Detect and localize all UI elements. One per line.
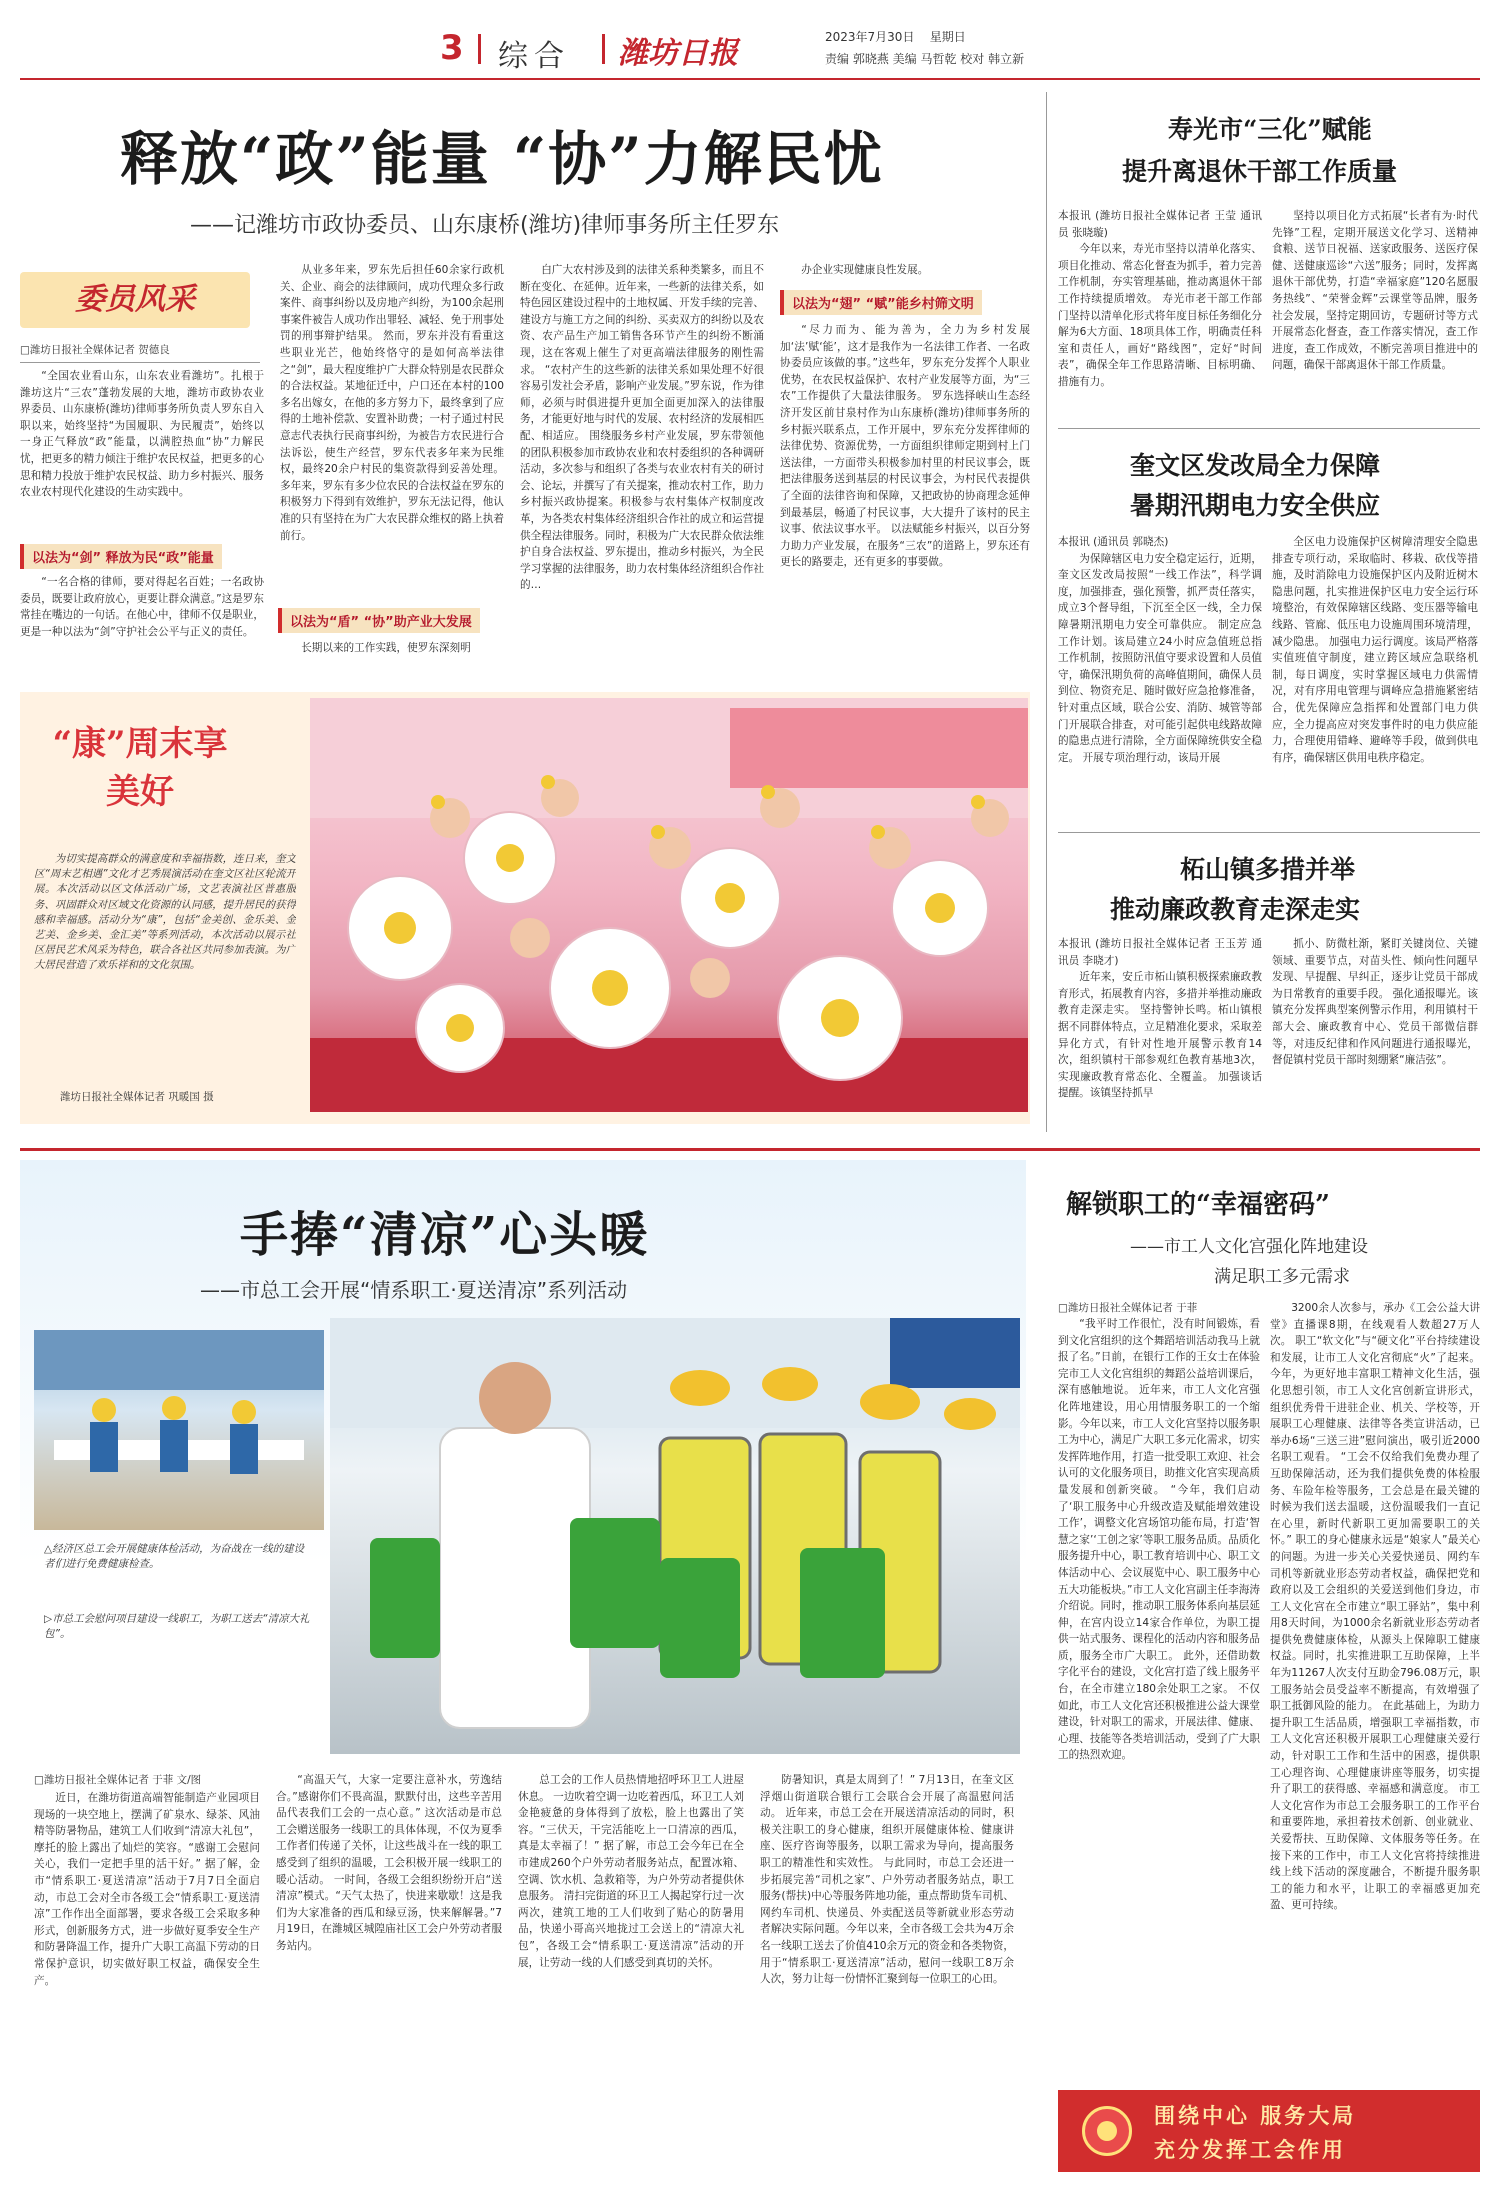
right3-title-1: 柘山镇多措并举 [1180, 855, 1356, 884]
photo-feature-credit: 潍坊日报社全媒体记者 巩暖国 摄 [60, 1091, 214, 1103]
bottom-right-subtitle-2: 满足职工多元需求 [1214, 1267, 1350, 1287]
bottom-col-4: 防暑知识，真是太周到了！” 7月13日，在奎文区浮烟山街道联合银行工会联合会开展了高温慰问活动。 近年来，市总工会在开展送清凉活动的同时，积极关注职工的身心健康，组织开展健康体检、健康讲座、医疗咨询等服务，以职工需求为导向，提高服务职工的精准性和实效性。 与此同时，市总工会还进一步拓展完善“司机之家”、户外劳动者服务站点，职工服务(帮扶)中心等服务阵地功能，重点帮助货车司机、网约车司机、快递员、外卖配送员等新就业形态劳动者解决实际问题。今年以来，全市各级工会共为4万余名一线职工送去了价值410余万元的资金和各类物资，用于“情系职工·夏送清凉”活动，慰问一线职工8万余人次，努力让每一份情怀汇聚到每一位职工的心田。 [760, 1774, 1014, 1986]
bottom-right-col-2: 3200余人次参与，承办《工会公益大讲堂》直播课8期，在线观看人数超27万人次。 职工“软文化”与“硬文化”平台持续建设和发展，让市工人文化宫彻底“火”了起来。今年，为更好地丰富职工精神文化生活，强化思想引领，市工人文化宫创新宣讲形式，组织优秀骨干进驻企业、机关、学校等，开展职工心理健康、法律等各类宣讲活动，已举办6场“三送三进”慰问演出，吸引近2000名职工观看。 “工会不仅给我们免费办理了互助保障活动，还为我们提供免费的体检服务、车险年检等服务，工会总是在最关键的时候为我们送去温暖，这份温暖我们一直记在心里，新时代新职工更加需要职工的关怀。” 职工的身心健康永远是“娘家人”最关心的问题。为进一步关心关爱快递员、网约车司机等新就业形态劳动者权益，确保把党和政府以及工会组织的关爱送到他们身边，市工人文化宫在全市建立“职工驿站”，集中利用8天时间，为1000余名新就业形态劳动者提供免费健康体检，从源头上保障职工健康权益。同时，扎实推进职工互助保障，上半年为11267人次支付互助金796.08万元，职工服务站会员受益率不断提高，有效增强了职工抵御风险的能力。 在此基础上，为助力提升职工生活品质，增强职工幸福指数，市工人文化宫还积极开展职工心理健康关爱行动，针对职工工作和生活中的困惑，提供职工心理咨询、心理健康讲座等服务，切实提升了职工的获得感、幸福感和满意度。 市工人文化宫作为市总工会服务职工的工作平台和重要阵地，承担着技术创新、创业就业、关爱帮扶、互助保障、文体服务等任务。在接下来的工作中，市工人文化宫将持续推进线上线下活动的深度融合，不断提升服务职工的能力和水平，让职工的幸福感更加充盈、更可持续。 [1270, 1302, 1480, 1912]
right-article-2 [1058, 432, 1480, 832]
right-article-3 [1058, 836, 1480, 1136]
masthead-divider [478, 34, 481, 64]
masthead [440, 26, 1480, 76]
right1-col-1: 本报讯 (潍坊日报社全媒体记者 王莹 通讯员 张晓璇) 今年以来，寿光市坚持以清单化落实、项目化推动、常态化督查为抓手，着力完善工作机制，夯实管理基础，推动离退休干部工作持续提质增效。 寿光市老干部工作部门坚持以清单化形式将年度目标任务细化分解为6大方面、18项具体工作，明确责任科室和责任人，画好“路线图”，定好“时间表”，确保全年工作思路清晰、目标明确、措施有力。 [1058, 210, 1262, 388]
page-number: 3 [440, 28, 464, 68]
lead-title: 释放“政”能量 “协”力解民忧 [120, 125, 884, 193]
union-visit-photo [330, 1318, 1020, 1754]
lead-col1-head: 以法为“剑” 释放为民“政”能量 [20, 544, 264, 569]
union-banner [1058, 2090, 1480, 2172]
bottom-right-subtitle-1: ——市工人文化宫强化阵地建设 [1130, 1237, 1368, 1257]
bottom-lead-byline: □潍坊日报社全媒体记者 于菲 文/图 [34, 1774, 202, 1786]
right3-byline: 本报讯 (潍坊日报社全媒体记者 王玉芳 通讯员 李晓才) [1058, 938, 1262, 967]
right3-col-2: 抓小、防微杜渐，紧盯关键岗位、关键领域、重要节点，对苗头性、倾向性问题早发现、早提醒、早纠正，逐步让党员干部成为日常教育的重要手段。 强化通报曝光。该镇充分发挥典型案例警示作用，利用镇村干部大会、廉政教育中心、党员干部微信群等，对违反纪律和作风问题进行通报曝光，督促镇村党员干部时刻绷紧“廉洁弦”。 [1272, 938, 1478, 1067]
bottom-lead-subtitle: ——市总工会开展“情系职工·夏送清凉”系列活动 [200, 1278, 628, 1302]
byline-rule [20, 362, 260, 363]
lead-col-1: “全国农业看山东，山东农业看潍坊”。扎根于潍坊这片“三农”蓬勃发展的大地，潍坊市政协农业界委员、山东康桥(潍坊)律师事务所负责人罗东自入职以来，始终坚持“为国履职、为民履责”，始终以一身正气释放“政”能量，以满腔热血“协”力解民忧，把更多的精力倾注于维护农民权益，把更多的心思和精力投放于维护农民权益、助力乡村振兴、服务农业农村现代化建设的生动实践中。 [20, 370, 264, 499]
lead-col-4: “尽力而为、能为善为，全力为乡村发展加‘法’赋‘能’，这才是我作为一名法律工作者、一名政协委员应该做的事。”这些年，罗东充分发挥个人职业优势，在农民权益保护、农村产业发展等方面，为“三农”工作提供了大量法律服务。 罗东选择峡山生态经济开发区前甘泉村作为山东康桥(潍坊)律师事务所的乡村振兴联系点，工作开展中，罗东充分发挥律师的法律优势、资源优势，一方面组织律师定期到村上门送法律，一方面带头积极参加村里的村民议事会，既把法律服务送到基层的村民议事会，为村民代表提供了全面的法律咨询和保障，又把政协的协商理念延伸到最基层，畅通了村民议事，大大提升了该村的民主议事、依法议事水平。 以法赋能乡村振兴，以百分努力助力产业发展，在服务“三农”的道路上，罗东还有更长的路要走，还有更多的事要做。 [780, 324, 1030, 569]
right3-col-1: 本报讯 (潍坊日报社全媒体记者 王玉芳 通讯员 李晓才) 近年来，安丘市柘山镇积极探索廉政教育形式，拓展教育内容，多措并举推动廉政教育走深走实。 坚持警钟长鸣。柘山镇根据不同群体特点，立足精准化要求，采取差异化方式，有针对性地开展警示教育14次，组织镇村干部参观红色教育基地3次，实现廉政教育常态化、全覆盖。 加强谈话提醒。该镇坚持抓早 [1058, 938, 1262, 1100]
lead-col-4a: 办企业实现健康良性发展。 [801, 264, 929, 276]
union-emblem-icon [1082, 2106, 1132, 2156]
bottom-right-col-1 [1058, 1300, 1260, 2080]
column-divider [1046, 92, 1047, 1132]
masthead-divider-2 [602, 34, 605, 64]
right1-title-1: 寿光市“三化”赋能 [1168, 115, 1372, 144]
right3-title-2: 推动廉政教育走深走实 [1110, 895, 1361, 924]
lead-col-1b: “一名合格的律师，要对得起名百姓；一名政协委员，既要让政府放心，更要让群众满意。”这是罗东常挂在嘴边的一句话。在他心中，律师不仅是职业，更是一种以法为“剑”守护社会公平与正义的责任。 [20, 576, 264, 638]
bottom-right-byline: □潍坊日报社全媒体记者 于菲 [1058, 1302, 1198, 1314]
health-check-photo [34, 1330, 324, 1530]
health-check-illustration [34, 1330, 324, 1530]
right2-title-1: 奎文区发改局全力保障 [1130, 451, 1381, 480]
lead-col-3: 白广大农村涉及到的法律关系种类繁多，而且不断在变化、在延伸。近年来，一些新的法律关系，如特色园区建设过程中的土地权属、开发手续的完善、建设方与施工方之间的纠纷、买卖双方的纠纷以及农资、农产品生产加工销售各环节产生的纠纷不断涌现，这在客观上催生了对更高端法律服务的刚性需求。 “农村产生的这些新的法律关系如果处理不好很容易引发社会矛盾，影响产业发展。”罗东说，作为律师，必须与时俱进提升更加全面更加深入的法律服务，才能更好地与时代的发展、农村经济的发展相匹配、相适应。 围绕服务乡村产业发展，罗东带领他的团队积极参加市政协农业和农村委组织的各种调研活动，多次参与和组织了各类与农业农村有关的研讨会、论坛，并撰写了有关提案，推动农村工作，助力乡村振兴政协提案。积极参与农村集体产权制度改革，为各类农村集体经济组织合作社的成立和运营提供全程法律服务。同时，积极为广大农民群众依法维护自身合法权益、罗东提出，推动乡村振兴，为全民学习掌握的法律服务，助力农村集体经济组织合作社的… [520, 264, 764, 592]
bottom-col-3: 总工会的工作人员热情地招呼环卫工人进屋休息。 一边吹着空调一边吃着西瓜，环卫工人刘金艳疲惫的身体得到了放松，脸上也露出了笑容。“三伏天，干完活能吃上一口清凉的西瓜，真是太幸福了！” 据了解，市总工会今年已在全市建成260个户外劳动者服务站点，配置冰箱、空调、饮水机、急救箱等，为户外劳动者提供休息服务。 清扫完街道的环卫工人揭起穿行过一次两次，建筑工地的工人们收到了贴心的防暑用品，快递小哥高兴地拢过工会送上的“清凉大礼包”，各级工会“情系职工·夏送清凉”活动的开展，让劳动一线的人们感受到真切的关怀。 [518, 1774, 744, 1969]
dance-photo [310, 698, 1028, 1112]
right2-col-1: 本报讯 (通讯员 郭晓杰) 为保障辖区电力安全稳定运行，近期，奎文区发改局按照“一线工作法”，科学调度，加强排查，强化预警，抓严责任落实，成立3个督导组，下沉至全区一线，全力保障暑期汛期电力安全可靠供应。 制定应急工作计划。该局建立24小时应急值班总指工作机制，按照防汛值守要求设置和人员值守，确保汛期负荷的高峰值期间，确保人员到位、物资充足、随时做好应急抢修准备，针对重点区域，联合公安、消防、城管等部门开展联合排查，对可能引起供电线路故障的隐患点进行清除，全方面保障统供安全稳定。 开展专项治理行动，该局开展 [1058, 536, 1262, 764]
bottom-right-col-1-text: “我平时工作很忙，没有时间锻炼，看到文化宫组织的这个舞蹈培训活动我马上就报了名。”日前，在银行工作的王女士在体验完市工人文化宫组织的舞蹈公益培训课后，深有感触地说。 近年来，市工人文化宫强化阵地建设，用心用情服务职工的一个缩影。今年以来，市工人文化宫坚持以服务职工为中心，满足广大职工多元化需求，切实发挥阵地作用，打造一批受职工欢迎、社会认可的文化服务项目，助推文化宫实现高质量发展和创新突破。 “今年，我们启动了‘职工服务中心升级改造及赋能增效建设工作’，调整文化宫场馆功能布局，打造‘智慧之家’‘工创之家’等职工服务品质。品质化服务提升中心，职工教育培训中心、职工文体活动中心、会议展览中心、职工服务中心五大功能板块。”市工人文化宫副主任李海涛介绍说。同时，推动职工服务体系向基层延伸，在宫内设立14家合作单位，为职工提供一站式服务、课程化的活动内容和服务品质，服务全市广大职工。 此外，还借助数字化平台的建设，文化宫打造了线上服务平台，在全市建立180余处职工之家。 不仅如此，市工人文化宫还积极推进公益大课堂建设，针对职工的需求，开展法律、健康、心理、技能等各类培训活动，受到了广大职工的热烈欢迎。 [1058, 1318, 1260, 1762]
official-figure [440, 1428, 590, 1728]
masthead-editors: 责编 郭晓燕 美编 马哲乾 校对 韩立新 [825, 52, 1025, 66]
column-logo [20, 272, 250, 328]
union-visit-illustration [330, 1318, 1020, 1754]
caption-1: △经济区总工会开展健康体检活动，为奋战在一线的建设者们进行免费健康检查。 [44, 1543, 305, 1570]
lead-col-2b: 长期以来的工作实践，使罗东深刻明 [301, 642, 471, 654]
lead-col-2: 从业多年来，罗东先后担任60余家行政机关、企业、商会的法律顾问，成功代理众多行政案件、商事纠纷以及房地产纠纷，为100余起刑事案件被告人成功作出罪轻、减轻、免于刑事处罚的刑事辩护结果。 然而，罗东并没有看重这些职业光芒，他始终恪守的是如何高举法律之“剑”，最大程度维护广大群众特别是农民群众的合法权益。某地征迁中，户口还在本村的100多名出嫁女，在他的多方努力下，最终拿到了应得的土地补偿款、安置补助费；一村子通过村民意志代表执行民商事纠纷，为被告方农民进行合法诉讼，使生产经营，罗东代表多年来为民维权，最终20余户村民的集资款得到妥善处理。 多年来，罗东有多少位农民的合法权益在罗东的积极努力下得到有效维护，罗东无法记得，他认准的只有坚持在为广大农民群众维权的路上执着前行。 [280, 264, 504, 542]
right2-title-2: 暑期汛期电力安全供应 [1130, 491, 1381, 520]
lead-col2-head: 以法为“盾” “协”助产业大发展 [278, 608, 508, 633]
right-rule-2 [1058, 832, 1480, 833]
masthead-rule [20, 78, 1480, 80]
section-name: 综合 [498, 39, 570, 74]
masthead-date: 2023年7月30日 星期日 [825, 30, 966, 44]
banner-line-1: 围绕中心 服务大局 [1154, 2104, 1357, 2128]
right-rule-1 [1058, 428, 1480, 429]
paper-logo: 潍坊日报 [618, 36, 738, 71]
lead-subtitle: ——记潍坊市政协委员、山东康桥(潍坊)律师事务所主任罗东 [190, 213, 780, 238]
right1-byline: 本报讯 (潍坊日报社全媒体记者 王莹 通讯员 张晓璇) [1058, 210, 1262, 239]
right2-byline: 本报讯 (通讯员 郭晓杰) [1058, 536, 1169, 548]
section-divider [20, 1148, 1480, 1151]
lead-col4-head: 以法为“翅” “赋”能乡村筛文明 [780, 290, 1030, 315]
right2-col-2: 全区电力设施保护区树障清理安全隐患排查专项行动，采取临时、移栽、砍伐等措施，及时消除电力设施保护区内及附近树木隐患问题，扎实推进保护区电力安全运行环境整治，有效保障辖区线路、变压器等输电线路、管廊、低压电力设施周围环境清理，减少隐患。 加强电力运行调度。该局严格落实值班值守制度，建立跨区域应急联络机制，每日调度，实时掌握区域电力供需情况，对有序用电管理与调峰应急措施紧密结合，优先保障应急指挥和处置部门电力供应，全力提高应对突发事件时的电力供应能力，合理使用错峰、避峰等手段，做到供电有序，确保辖区供用电秩序稳定。 [1272, 536, 1478, 764]
photo-feature-logo: “康”周末享美好 [52, 724, 228, 812]
banner-line-2: 充分发挥工会作用 [1154, 2138, 1346, 2162]
bottom-lead-title: 手捧“清凉”心头暖 [240, 1207, 650, 1263]
photo-feature-text: 为切实提高群众的满意度和幸福指数，连日来，奎文区“周末艺相遇”文化才艺秀展演活动在奎文区社区轮流开展。本次活动以区文体活动广场，文艺表演社区普惠服务、巩固群众对区域文化资源的认同感，提升居民的获得感和幸福感。活动分为“康”，包括“金美创、金乐美、金艺美、金乡美、金汇美”等系列活动，本次活动以展示社区居民艺术风采为特色，联合各社区共同参加表演。为广大居民营造了欢乐祥和的文化氛围。 [34, 853, 296, 972]
bottom-col-1: 近日，在潍坊街道高端智能制造产业园项目现场的一块空地上，摆满了矿泉水、绿茶、风油精等防暑物品，建筑工人们收到“清凉大礼包”，摩托的脸上露出了灿烂的笑容。“感谢工会慰问关心，我们一定把手里的活干好。” 据了解，金市“情系职工·夏送清凉”活动于7月7日全面启动，市总工会对全市各级工会“情系职工·夏送清凉”工作作出全面部署，要求各级工会采取多种形式，创新服务方式，进一步做好夏季安全生产和防暑降温工作，提升广大职工高温下劳动的日常保护意识，切实做好职工权益，确保安全生产。 [34, 1792, 260, 1987]
caption-2: ▷市总工会慰问项目建设一线职工，为职工送去“清凉大礼包”。 [44, 1613, 310, 1640]
dance-photo-illustration [310, 698, 1028, 1112]
right1-col-2: 坚持以项目化方式拓展“长者有为·时代先锋”工程，定期开展送文化学习、送精神食粮、送节日祝福、送家政服务、送医疗保健、送健康巡诊“六送”服务；同时，发挥离退休干部优势，打造“幸福家庭”120名愿服务热线”、“荣誉金辉”云课堂等品牌，服务社会发展，坚持定期回访，专题研讨等方式开展常态化督查，查工作落实情况，查工作进度，查工作成效，不断完善项目推进中的问题，确保干部离退休干部工作质量。 [1272, 210, 1478, 372]
right-article-1 [1058, 96, 1480, 424]
bottom-col-2: “高温天气，大家一定要注意补水，劳逸结合。”感谢你们不畏高温，默默付出，这些辛苦用品代表我们工会的一点心意。” 这次活动是市总工会赠送服务一线职工的具体体现，不仅为夏季工作者们传递了关怀，让这些战斗在一线的职工感受到了组织的温暖，工会积极开展一线职工的暖心活动。 一时间，各级工会组织纷纷开启“送清凉”模式。“天气太热了，快进来歇歇！这是我们为大家准备的西瓜和绿豆汤，快来解解暑。”7月19日，在潍城区城隍庙社区工会户外劳动者服务站内。 [276, 1774, 502, 1952]
right1-title-2: 提升离退休干部工作质量 [1122, 157, 1398, 186]
bottom-right-title: 解锁职工的“幸福密码” [1066, 1190, 1330, 1220]
lead-byline: □潍坊日报社全媒体记者 贺德良 [20, 344, 170, 356]
column-logo-text: 委员风采 [75, 282, 195, 317]
